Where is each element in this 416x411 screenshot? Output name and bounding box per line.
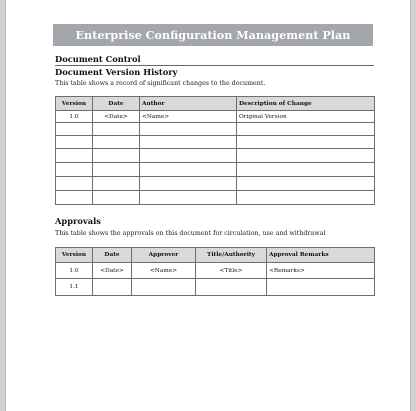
table-cell: 1.1: [56, 279, 93, 296]
table-row: [56, 163, 375, 177]
table-cell: [93, 123, 140, 136]
table-cell: [93, 149, 140, 163]
table-cell: [140, 136, 237, 149]
table-cell: [237, 123, 375, 136]
table-row: [56, 149, 375, 163]
section-divider: [55, 65, 374, 66]
table-cell: <Remarks>: [267, 263, 375, 279]
table-cell: [93, 279, 132, 296]
table-cell: [56, 163, 93, 177]
table-cell: [56, 123, 93, 136]
table-cell: <Date>: [93, 111, 140, 123]
table-cell: [237, 163, 375, 177]
approvals-table: [55, 247, 375, 296]
table-cell: <Name>: [140, 111, 237, 123]
approvals-description: This table shows the approvals on this document for circulation, use and withdrawal: [55, 230, 326, 237]
table-header-row: [56, 97, 375, 111]
table-row: [56, 136, 375, 149]
table-cell: [140, 123, 237, 136]
table-cell: [56, 149, 93, 163]
table-row: [56, 279, 375, 296]
column-header: Approval Remarks: [267, 248, 375, 263]
table-cell: [140, 191, 237, 205]
document-page: [5, 0, 411, 411]
table-cell: [93, 177, 140, 191]
table-cell: [56, 177, 93, 191]
table-row: [56, 177, 375, 191]
version-history-table: [55, 96, 375, 205]
table-cell: [140, 177, 237, 191]
table-row: [56, 111, 375, 123]
table-cell: [56, 136, 93, 149]
section-heading-document-control: Document Control: [55, 54, 141, 64]
table-cell: [93, 163, 140, 177]
table-cell: [237, 136, 375, 149]
table-cell: [196, 279, 267, 296]
document-title: Enterprise Configuration Management Plan: [53, 24, 373, 46]
table-header-row: [56, 248, 375, 263]
version-history-description: This table shows a record of significant changes to the document.: [55, 80, 266, 87]
table-cell: [93, 191, 140, 205]
table-cell: 1.0: [56, 263, 93, 279]
column-header: Author: [140, 97, 237, 111]
table-cell: <Name>: [132, 263, 196, 279]
table-cell: [132, 279, 196, 296]
column-header: Version: [56, 248, 93, 263]
column-header: Title/Authority: [196, 248, 267, 263]
table-row: [56, 263, 375, 279]
column-header: Date: [93, 97, 140, 111]
column-header: Approver: [132, 248, 196, 263]
column-header: Date: [93, 248, 132, 263]
approvals-heading: Approvals: [55, 216, 101, 226]
table-row: [56, 191, 375, 205]
version-history-heading: Document Version History: [55, 67, 178, 77]
table-cell: [267, 279, 375, 296]
table-cell: 1.0: [56, 111, 93, 123]
table-cell: [237, 177, 375, 191]
table-cell: Original Version: [237, 111, 375, 123]
table-cell: [140, 149, 237, 163]
table-row: [56, 123, 375, 136]
table-cell: <Title>: [196, 263, 267, 279]
table-cell: [237, 149, 375, 163]
table-cell: [93, 136, 140, 149]
table-cell: [237, 191, 375, 205]
column-header: Version: [56, 97, 93, 111]
table-cell: [140, 163, 237, 177]
column-header: Description of Change: [237, 97, 375, 111]
table-cell: [56, 191, 93, 205]
table-cell: <Date>: [93, 263, 132, 279]
